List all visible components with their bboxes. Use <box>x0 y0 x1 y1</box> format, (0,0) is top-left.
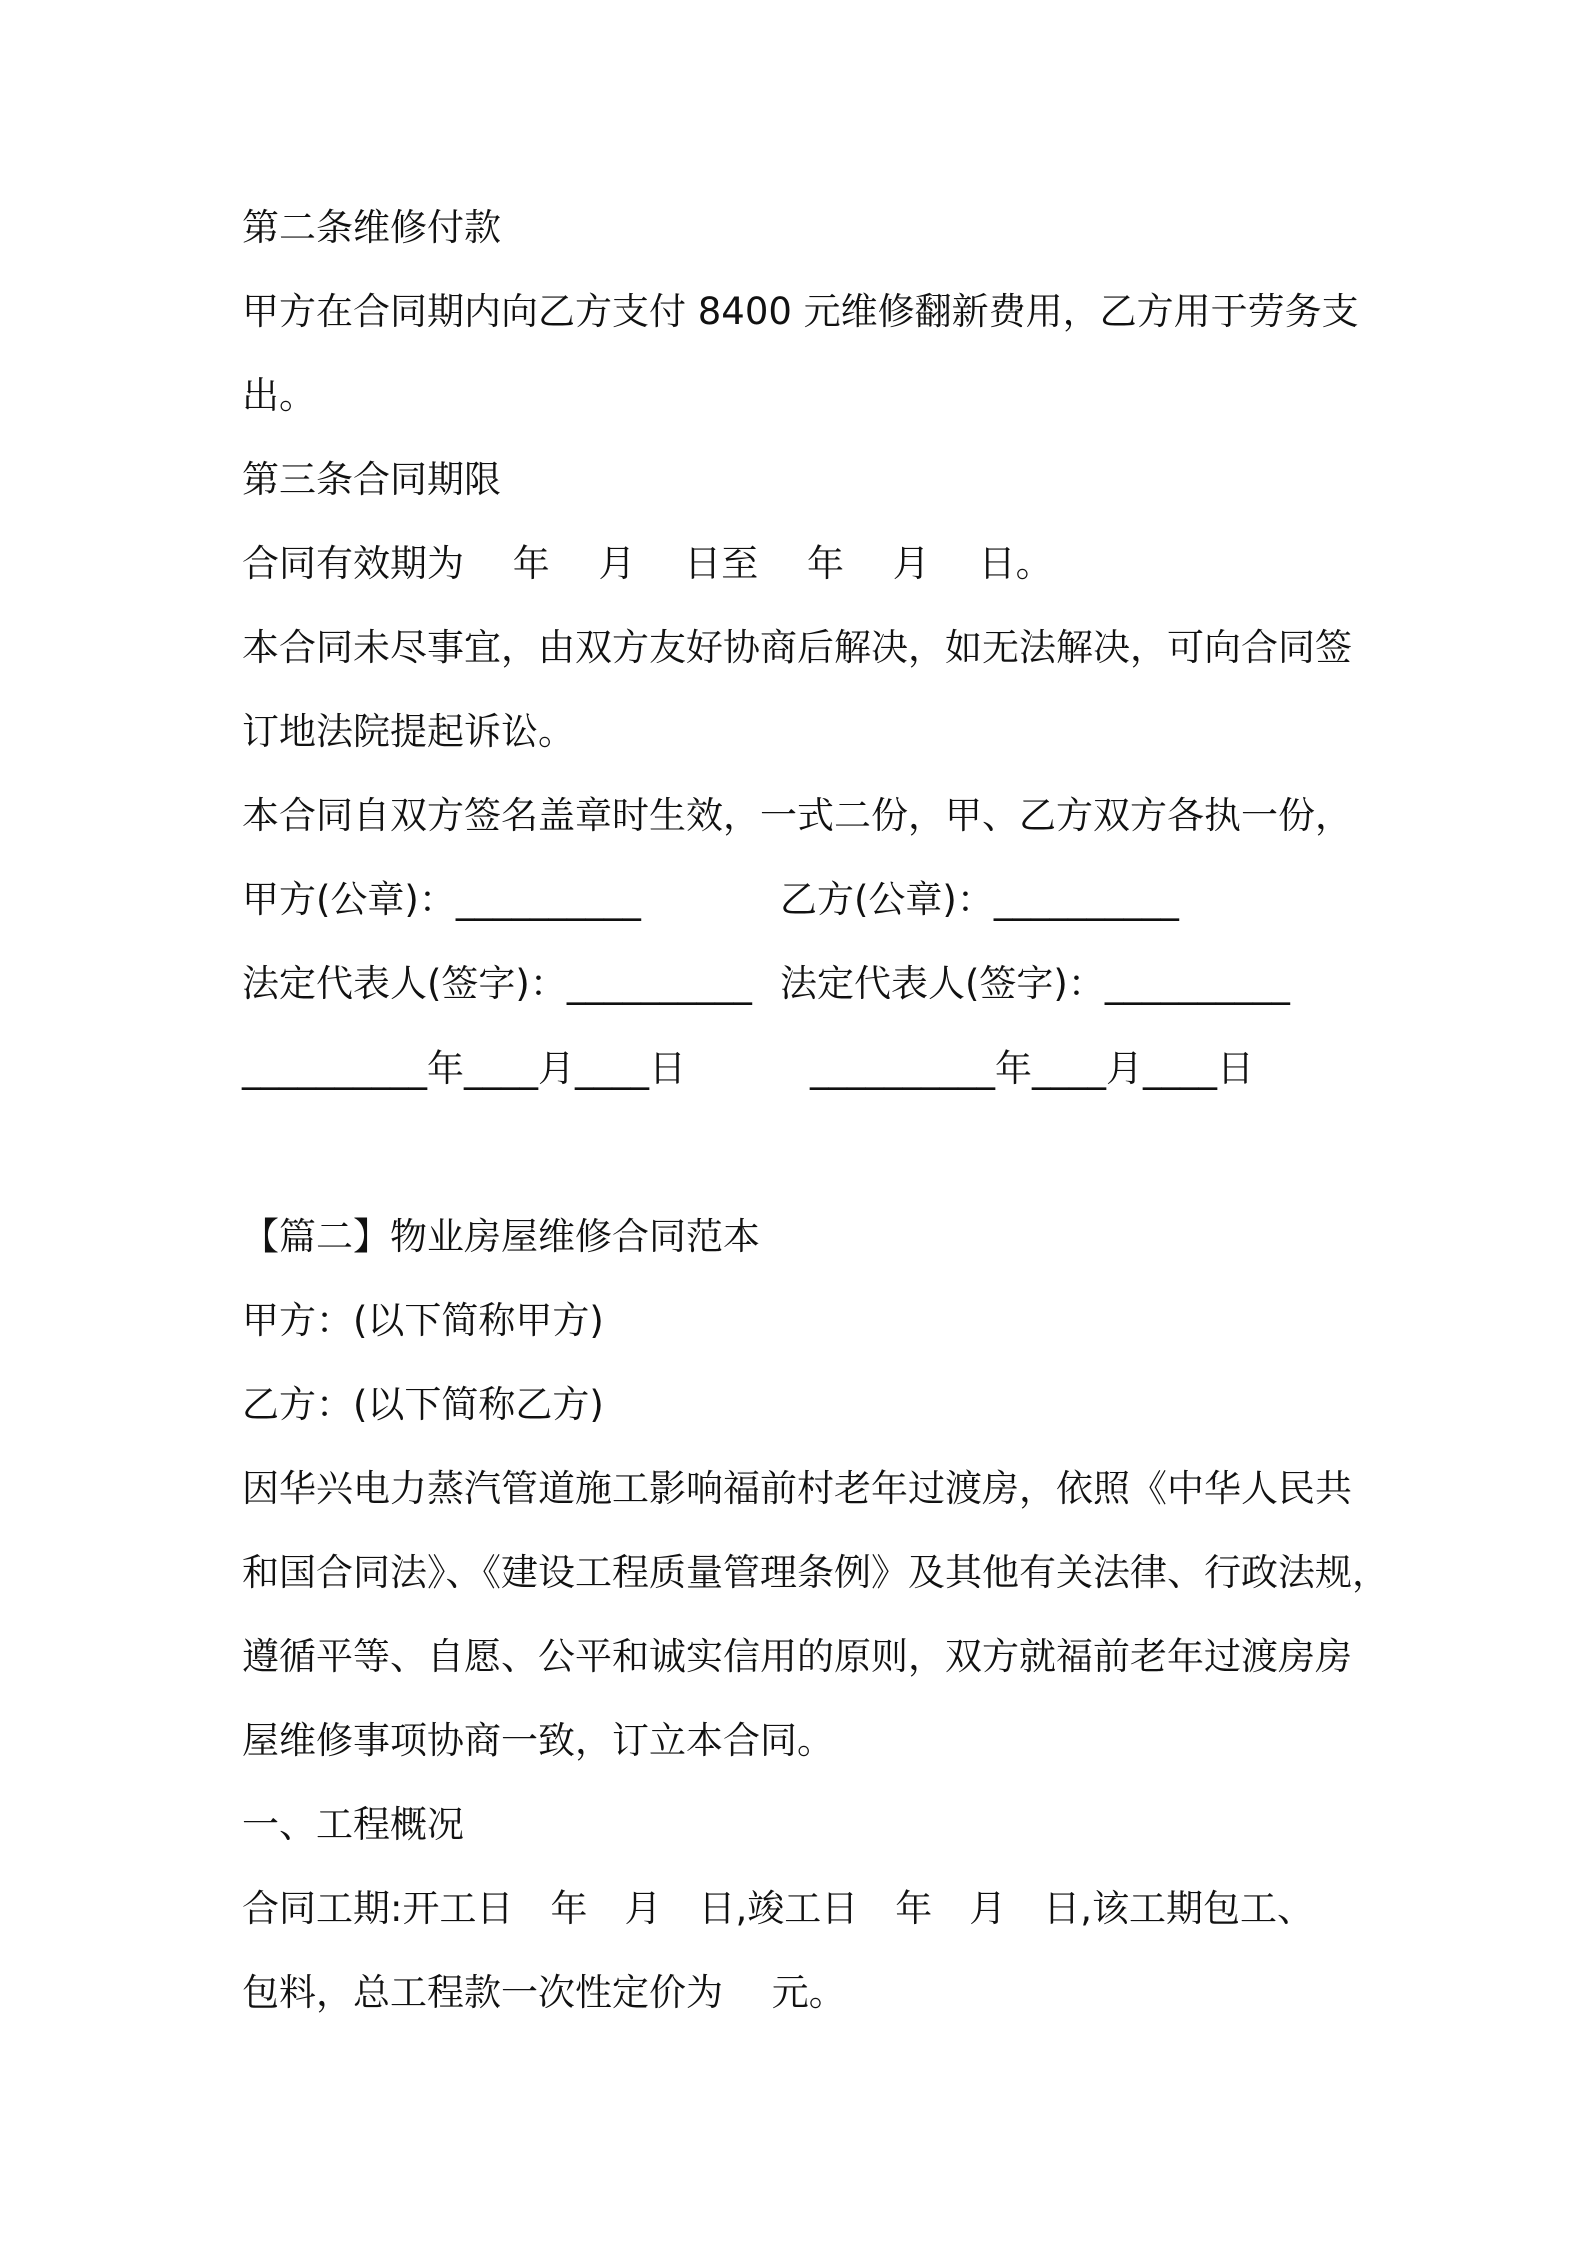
preamble-line3: 遵循平等、自愿、公平和诚实信用的原则，双方就福前老年过渡房房 <box>242 1635 1352 1678</box>
preamble-line4: 屋维修事项协商一致，订立本合同。 <box>242 1719 834 1762</box>
part2-party-a: 甲方：(以下简称甲方) <box>242 1299 604 1342</box>
article2-body-line2: 出。 <box>242 374 316 417</box>
party-b-date-field: __________年____月____日 <box>810 1047 1254 1090</box>
party-b-representative-field: 法定代表人(签字)：__________ <box>780 962 1290 1005</box>
misc-clause-line2: 订地法院提起诉讼。 <box>242 710 575 753</box>
party-a-seal-field: 甲方(公章)：__________ <box>242 878 641 921</box>
preamble-line2: 和国合同法》、《建设工程质量管理条例》及其他有关法律、行政法规， <box>242 1551 1389 1594</box>
section1-title: 一、工程概况 <box>242 1803 464 1846</box>
article2-body-line1: 甲方在合同期内向乙方支付 8400 元维修翻新费用，乙方用于劳务支 <box>242 290 1359 333</box>
part2-party-b: 乙方：(以下简称乙方) <box>242 1383 604 1426</box>
seal-row <box>242 858 1542 942</box>
party-a-date-field: __________年____月____日 <box>242 1047 686 1090</box>
party-a-representative-field: 法定代表人(签字)：__________ <box>242 962 752 1005</box>
contract-period-line: 合同有效期为 年 月 日至 年 月 日。 <box>242 542 1053 585</box>
contract-term-line2: 包料，总工程款一次性定价为 元。 <box>242 1971 846 2014</box>
contract-term-line1: 合同工期:开工日 年 月 日,竣工日 年 月 日,该工期包工、 <box>242 1887 1314 1930</box>
article3-title: 第三条合同期限 <box>242 458 501 501</box>
date-row <box>242 1027 1542 1111</box>
misc-clause-line1: 本合同未尽事宜，由双方友好协商后解决，如无法解决，可向合同签 <box>242 626 1352 669</box>
party-b-seal-field: 乙方(公章)：__________ <box>780 878 1179 921</box>
part2-heading: 【篇二】物业房屋维修合同范本 <box>242 1215 760 1258</box>
representative-row <box>242 942 1542 1026</box>
article2-title: 第二条维修付款 <box>242 206 501 249</box>
effect-clause: 本合同自双方签名盖章时生效，一式二份，甲、乙方双方各执一份， <box>242 794 1352 837</box>
preamble-line1: 因华兴电力蒸汽管道施工影响福前村老年过渡房，依照《中华人民共 <box>242 1467 1352 1510</box>
